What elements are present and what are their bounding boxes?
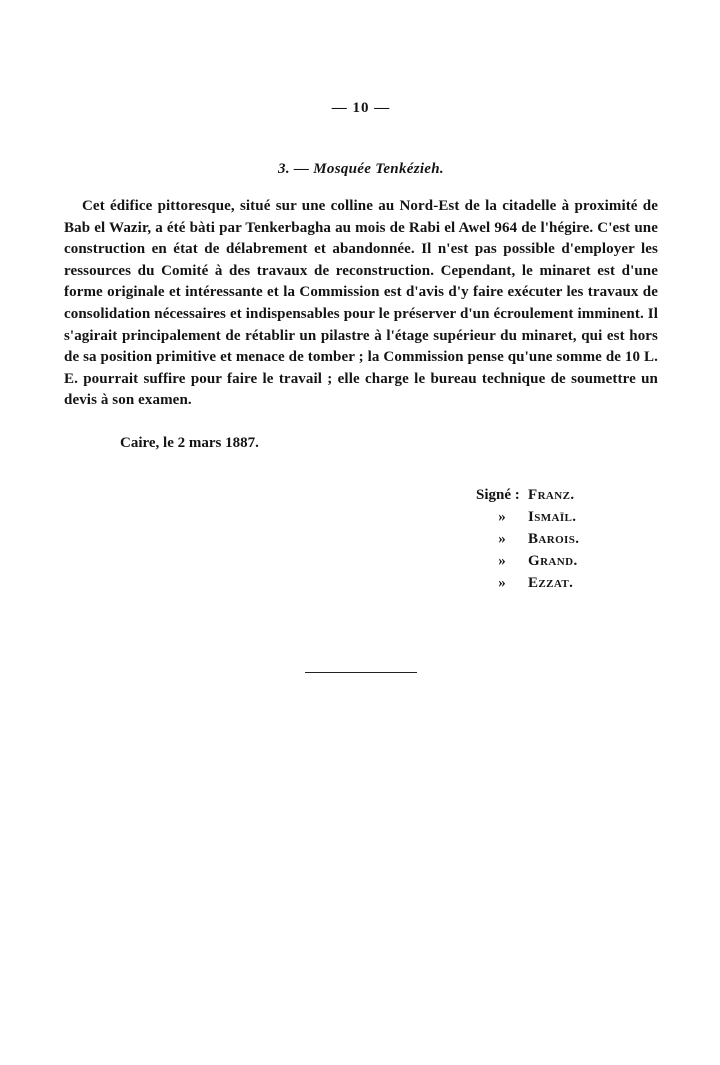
signature-row xyxy=(476,506,658,528)
dateline: Caire, le 2 mars 1887. xyxy=(120,434,259,451)
body-paragraph: Cet édifice pittoresque, situé sur une colline au Nord-Est de la citadelle à proximité de Bab el Wazir, a été bàti par Tenkerbagha au mois de Rabi el Awel 964 de l'hégire. C'est une construction en état de délabrement et abandonnée. Il n'est pas possible d'employer les ressources du Comité à des travaux de reconstruction. Cependant, le minaret est d'une forme originale et intéressante et la Commission est d'avis d'y faire exécuter les travaux de consolidation nécessaires et indispensables pour le préserver d'un écroulement imminent. Il s'agirait principalement de rétablir un pilastre à l'étage supérieur du minaret, qui est hors de sa position primitive et menace de tomber ; la Commission pense qu'une somme de 10 L. E. pourrait suffire pour faire le travail ; elle charge le bureau technique de soumettre un devis à son examen. xyxy=(64,198,658,409)
signature-prefix: Signé : xyxy=(476,486,520,503)
signature-row xyxy=(476,484,658,506)
signature-name: Ezzat. xyxy=(528,574,574,591)
text-block xyxy=(64,100,658,594)
signature-name: Ismaïl. xyxy=(528,508,577,525)
end-of-section-rule xyxy=(305,672,417,673)
signature-row xyxy=(476,550,658,572)
signature-row xyxy=(476,528,658,550)
ditto-mark: » xyxy=(498,574,506,591)
signature-name: Barois. xyxy=(528,530,580,547)
signature-block xyxy=(476,484,658,594)
signature-name: Franz. xyxy=(528,486,575,503)
page-number: — 10 — xyxy=(331,100,391,116)
section-title: 3. — Mosquée Tenkézieh. xyxy=(278,161,444,177)
ditto-mark: » xyxy=(498,508,506,525)
ditto-mark: » xyxy=(498,530,506,547)
signature-name: Grand. xyxy=(528,552,578,569)
ditto-mark: » xyxy=(498,552,506,569)
signature-row xyxy=(476,572,658,594)
